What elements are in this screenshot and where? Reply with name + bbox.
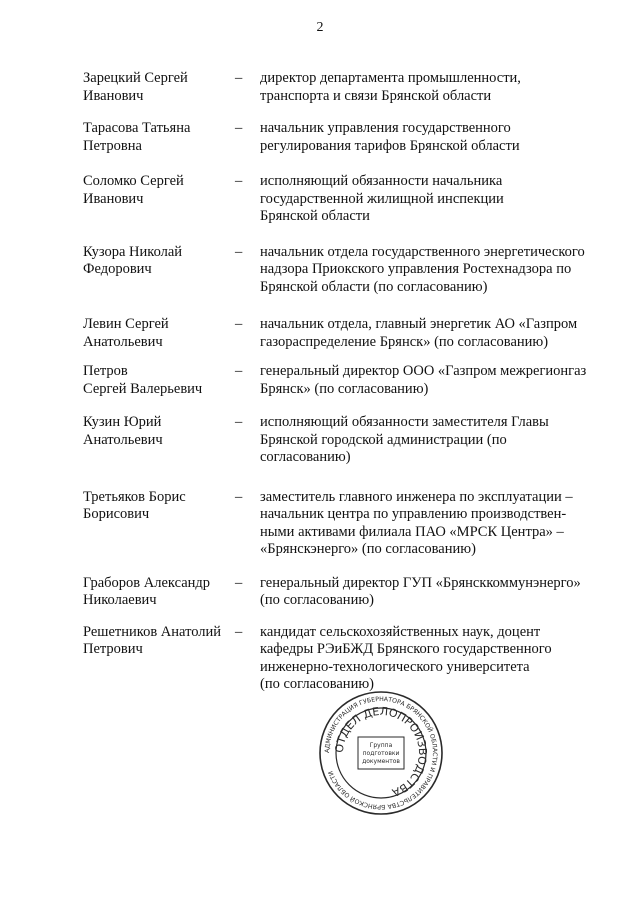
member-row	[83, 489, 623, 559]
member-name-line: Анатольевич	[83, 431, 163, 448]
member-role-line: транспорта и связи Брянской области	[260, 87, 492, 104]
member-row	[83, 624, 623, 694]
member-dash: –	[235, 414, 243, 430]
member-role	[260, 624, 605, 694]
member-dash: –	[235, 173, 243, 189]
member-role-line: начальник отдела государственного энергетического	[260, 243, 585, 260]
members-list	[83, 70, 623, 694]
member-dash: –	[235, 70, 243, 86]
member-role-line: (по согласованию)	[260, 676, 374, 692]
stamp-inner-text: ОТДЕЛ ДЕЛОПРОИЗВОДСТВА	[332, 704, 430, 800]
member-name-line: Федорович	[83, 261, 152, 277]
member-role-line: директор департамента промышленности,	[260, 70, 521, 86]
member-role-line: Брянской городской администрации (по	[260, 431, 507, 448]
member-role-line: надзора Приокского управления Ростехнадзора по	[260, 261, 572, 277]
member-name-line: Третьяков Борис	[83, 488, 186, 505]
member-dash: –	[235, 488, 243, 505]
member-role-line: Брянской области	[260, 208, 370, 224]
member-role-line: Брянской области (по согласованию)	[260, 278, 488, 295]
member-name	[83, 575, 235, 610]
member-role-line: исполняющий обязанности заместителя Главы	[260, 414, 549, 430]
member-name	[83, 489, 235, 524]
member-name-line: Кузора Николай	[83, 243, 183, 260]
member-row	[83, 316, 623, 351]
member-role-line: исполняющий обязанности начальника	[260, 173, 503, 189]
member-role-line: начальник управления государственного	[260, 120, 511, 136]
member-name-line: Зарецкий Сергей	[83, 70, 188, 86]
member-name-line: Сергей Валерьевич	[83, 380, 203, 397]
member-name	[83, 624, 235, 659]
stamp-outer-text: АДМИНИСТРАЦИЯ ГУБЕРНАТОРА БРЯНСКОЙ ОБЛАСТИ И ПРАВИТЕЛЬСТВА БРЯНСКОЙ ОБЛАСТИ	[323, 695, 439, 811]
member-name-line: Граборов Александр	[83, 574, 211, 591]
member-role	[260, 244, 605, 297]
member-name	[83, 414, 235, 449]
member-role	[260, 316, 605, 351]
member-role-line: «Брянскэнерго» (по согласованию)	[260, 541, 476, 557]
member-role-line: регулирования тарифов Брянской области	[260, 137, 520, 154]
member-dash: –	[235, 120, 243, 136]
member-role-line: начальник отдела, главный энергетик АО «Газпром	[260, 316, 578, 332]
member-name	[83, 173, 235, 208]
member-name-line: Николаевич	[83, 592, 157, 608]
member-dash: –	[235, 316, 243, 332]
member-role-line: заместитель главного инженера по эксплуатации –	[260, 488, 573, 505]
member-dash: –	[235, 574, 243, 591]
member-row	[83, 575, 623, 610]
member-role-line: инженерно-технологического университета	[260, 658, 530, 675]
member-dash: –	[235, 623, 243, 640]
member-name-line: Иванович	[83, 87, 144, 104]
member-role-line: кандидат сельскохозяйственных наук, доцент	[260, 623, 541, 640]
member-name	[83, 244, 235, 279]
stamp-center-text	[362, 742, 400, 765]
member-role-line: генеральный директор ООО «Газпром межрегионгаз	[260, 363, 587, 379]
member-name-line: Решетников Анатолий	[83, 623, 222, 640]
stamp-center-line: подготовки	[362, 750, 400, 757]
member-name-line: Тарасова Татьяна	[83, 120, 191, 136]
member-role-line: государственной жилищной инспекции	[260, 190, 504, 207]
member-role-line: Брянск» (по согласованию)	[260, 380, 429, 397]
member-role-line: генеральный директор ГУП «Брянсккоммунэнерго»	[260, 574, 581, 591]
member-name	[83, 70, 235, 105]
member-name-line: Кузин Юрий	[83, 414, 162, 430]
page-number: 2	[316, 20, 324, 35]
member-role-line: (по согласованию)	[260, 592, 374, 608]
member-role	[260, 120, 605, 155]
member-role	[260, 414, 605, 467]
member-name-line: Борисович	[83, 506, 150, 522]
member-name-line: Левин Сергей	[83, 316, 169, 332]
member-name-line: Иванович	[83, 190, 144, 207]
member-name-line: Петрович	[83, 641, 143, 657]
member-name-line: Петровна	[83, 137, 142, 154]
member-dash: –	[235, 363, 243, 379]
member-row	[83, 120, 623, 155]
member-name	[83, 120, 235, 155]
stamp-center-line: документов	[362, 758, 400, 765]
member-role	[260, 363, 605, 398]
member-row	[83, 414, 623, 467]
member-role-line: ными активами филиала ПАО «МРСК Центра» –	[260, 523, 564, 540]
member-row	[83, 363, 623, 398]
member-role	[260, 173, 605, 226]
member-name-line: Петров	[83, 363, 128, 379]
member-role	[260, 489, 605, 559]
member-role	[260, 70, 605, 105]
member-name-line: Соломко Сергей	[83, 173, 184, 189]
member-name	[83, 316, 235, 351]
member-row	[83, 244, 623, 297]
member-role-line: кафедры РЭиБЖД Брянского государственного	[260, 641, 552, 657]
member-row	[83, 70, 623, 105]
member-name-line: Анатольевич	[83, 333, 163, 350]
member-role-line: начальник центра по управлению производствен-	[260, 506, 567, 522]
member-role-line: согласованию)	[260, 449, 351, 465]
member-row	[83, 173, 623, 226]
stamp-center-line: Группа	[369, 742, 393, 749]
stamp-seal	[318, 690, 444, 816]
member-role	[260, 575, 605, 610]
member-dash: –	[235, 243, 243, 260]
member-name	[83, 363, 235, 398]
member-role-line: газораспределение Брянск» (по согласованию)	[260, 333, 549, 350]
